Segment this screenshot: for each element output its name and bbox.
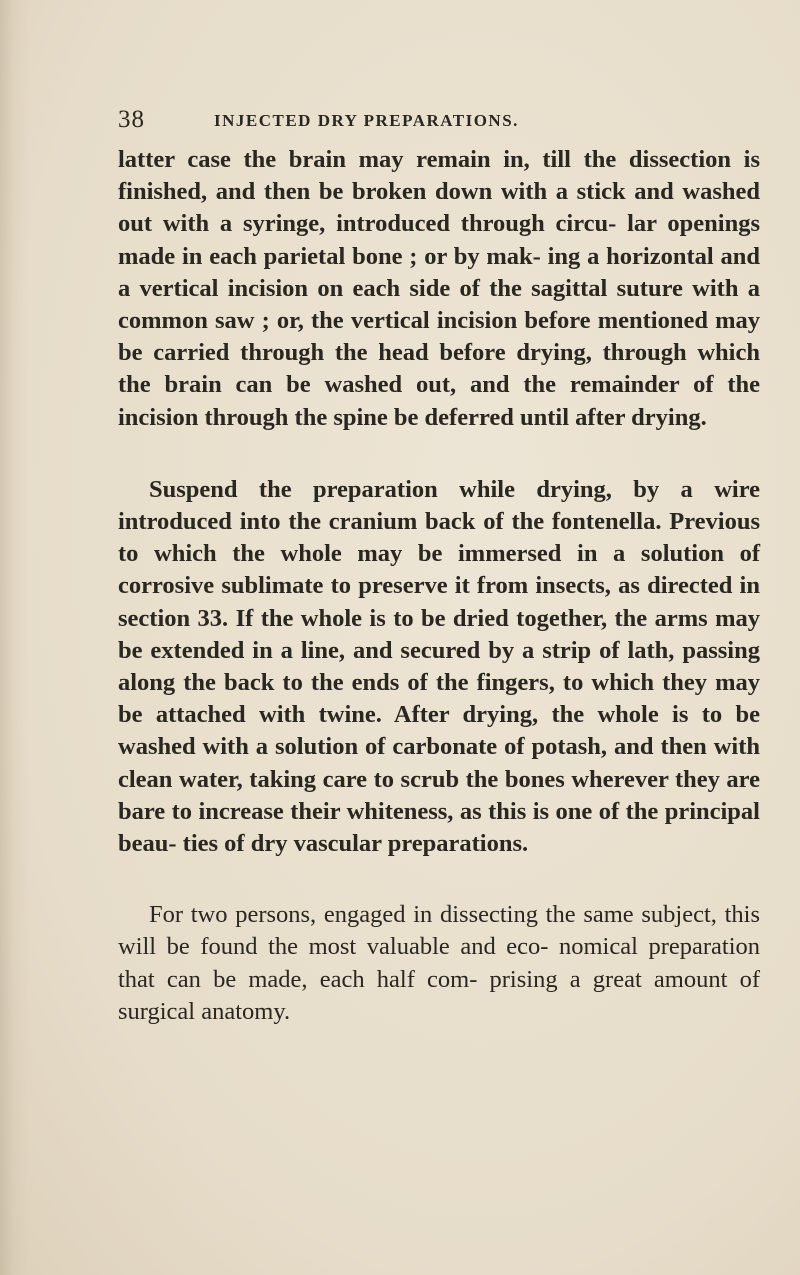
paragraph-two-persons: For two persons, engaged in dissecting the same subject, this will be found the most valuable and eco- nomical preparation that can be made, each half com- prising a great amount of surgical anatomy. [118,901,760,1025]
paragraph-continuation: latter case the brain may remain in, till the dissection is finished, and then be broken down with a stick and washed out with a syringe, introduced through circu- lar openings made in each parietal bone ; or by mak- ing a horizontal and a vertical incision on each side of the sagittal suture with a common saw ; or, the vertical incision before mentioned may be carried through the head before drying, through which the brain can be washed out, and the remainder of the incision through the spine be deferred until after drying. [118,146,760,431]
body-text [118,144,760,1028]
paragraph-suspend-preparation: Suspend the preparation while drying, by a wire introduced into the cranium back of the fontenella. Previous to which the whole may be immersed in a solution of corrosive sublimate to preserve it from insects, as directed in section 33. If the whole is to be dried together, the arms may be extended in a line, and secured by a strip of lath, passing along the back to the ends of the fingers, to which they may be attached with twine. After drying, the whole is to be washed with a solution of carbonate of potash, and then with clean water, taking care to scrub the bones wherever they are bare to increase their whiteness, as this is one of the principal beau- ties of dry vascular preparations. [118,475,760,858]
running-title: INJECTED DRY PREPARATIONS. [214,111,519,130]
page-number: 38 [118,106,145,133]
page-header [118,106,758,140]
